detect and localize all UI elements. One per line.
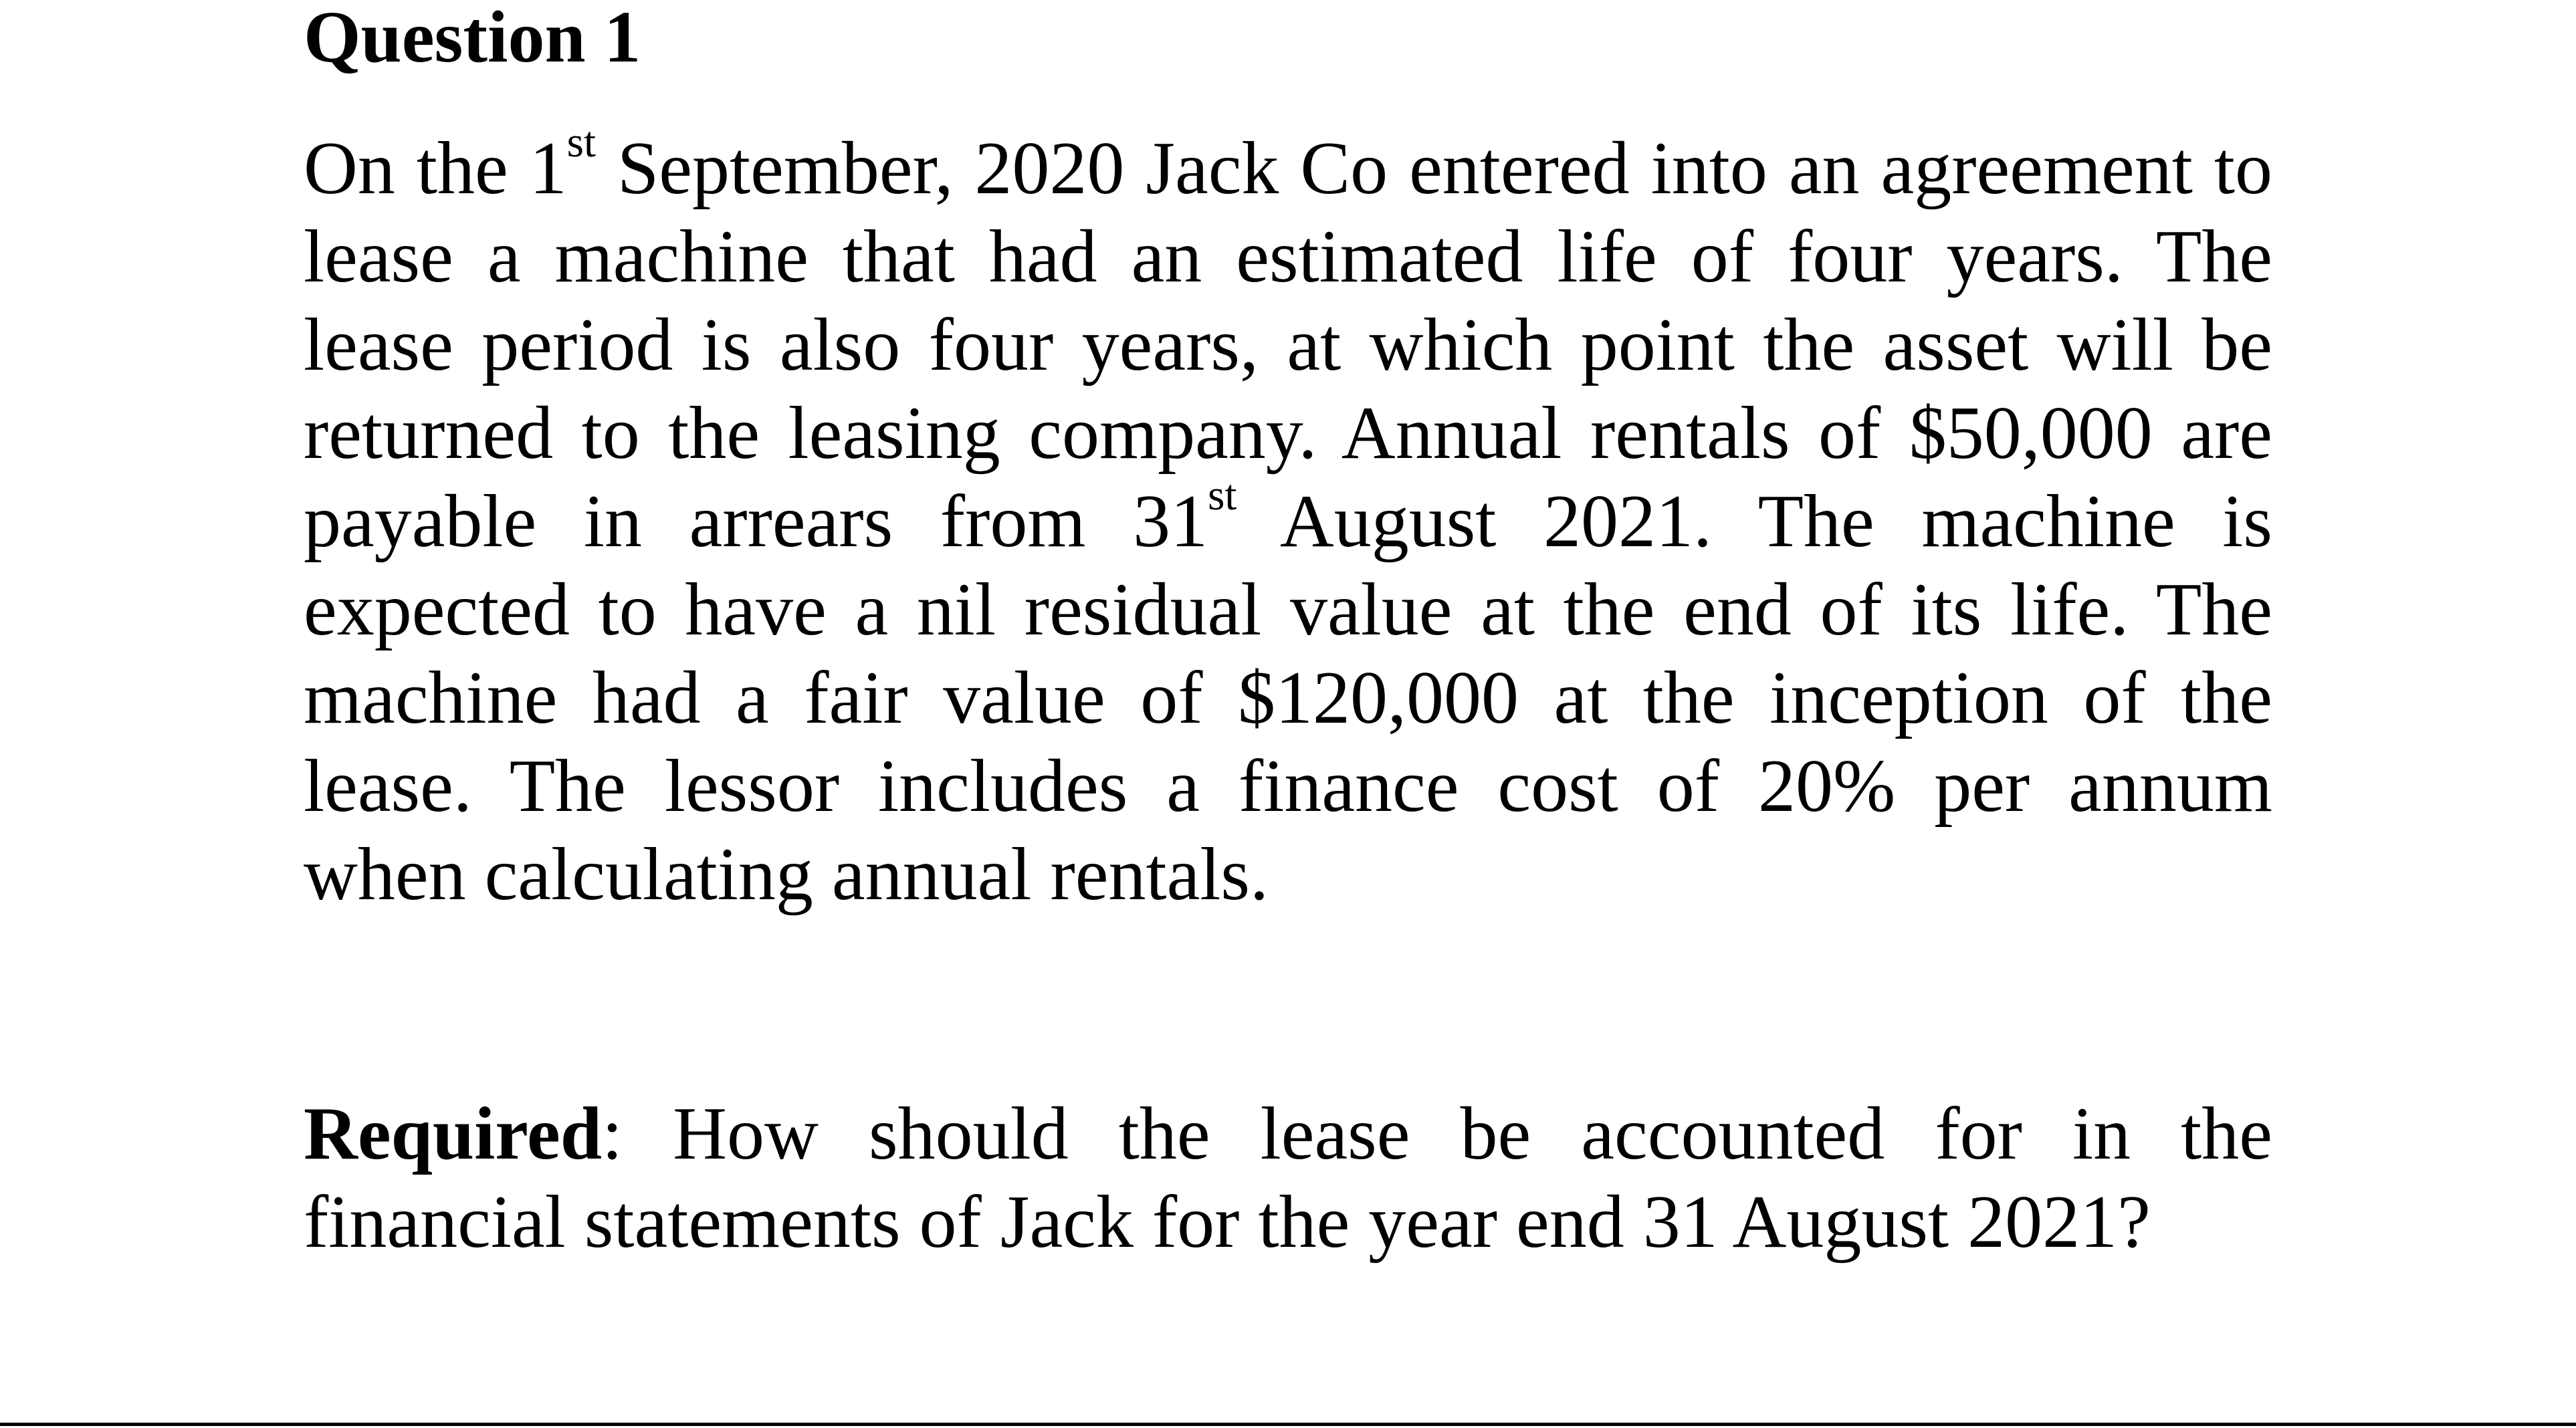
body-line-5 (304, 471, 2273, 566)
body-line-5-end: August 2021. The machine is (1237, 480, 2273, 563)
required-line-2: financial statements of Jack for the year end 31 August 2021? (304, 1181, 2151, 1264)
required-section (304, 1090, 2272, 1266)
body-line-1-start: On the 1 (304, 127, 567, 210)
body-line-8: lease. The lessor includes a finance cost of 20% per annum (304, 745, 2272, 828)
body-line-5-start: payable in arrears from 31 (304, 480, 1208, 563)
ordinal-suffix: st (1208, 471, 1237, 519)
required-line-1 (304, 1090, 2272, 1178)
body-line-6: expected to have a nil residual value at the end of its life. The (304, 568, 2272, 651)
body-line-9: when calculating annual rentals. (304, 833, 1269, 916)
question-body (304, 118, 2273, 919)
ordinal-suffix: st (566, 118, 596, 166)
required-question-start: : How should the lease be accounted for in the (601, 1092, 2272, 1175)
bottom-divider (0, 1423, 2576, 1426)
required-label: Required (304, 1092, 602, 1175)
body-line-2: lease a machine that had an estimated life of four years. The (304, 215, 2272, 298)
body-line-1 (304, 118, 2272, 213)
question-title: Question 1 (304, 0, 641, 78)
body-line-3: lease period is also four years, at which point the asset will be (304, 304, 2272, 386)
body-line-4: returned to the leasing company. Annual rentals of $50,000 are (304, 392, 2272, 475)
body-line-1-end: September, 2020 Jack Co entered into an agreement to (596, 127, 2272, 210)
body-line-7: machine had a fair value of $120,000 at the inception of the (304, 657, 2272, 739)
